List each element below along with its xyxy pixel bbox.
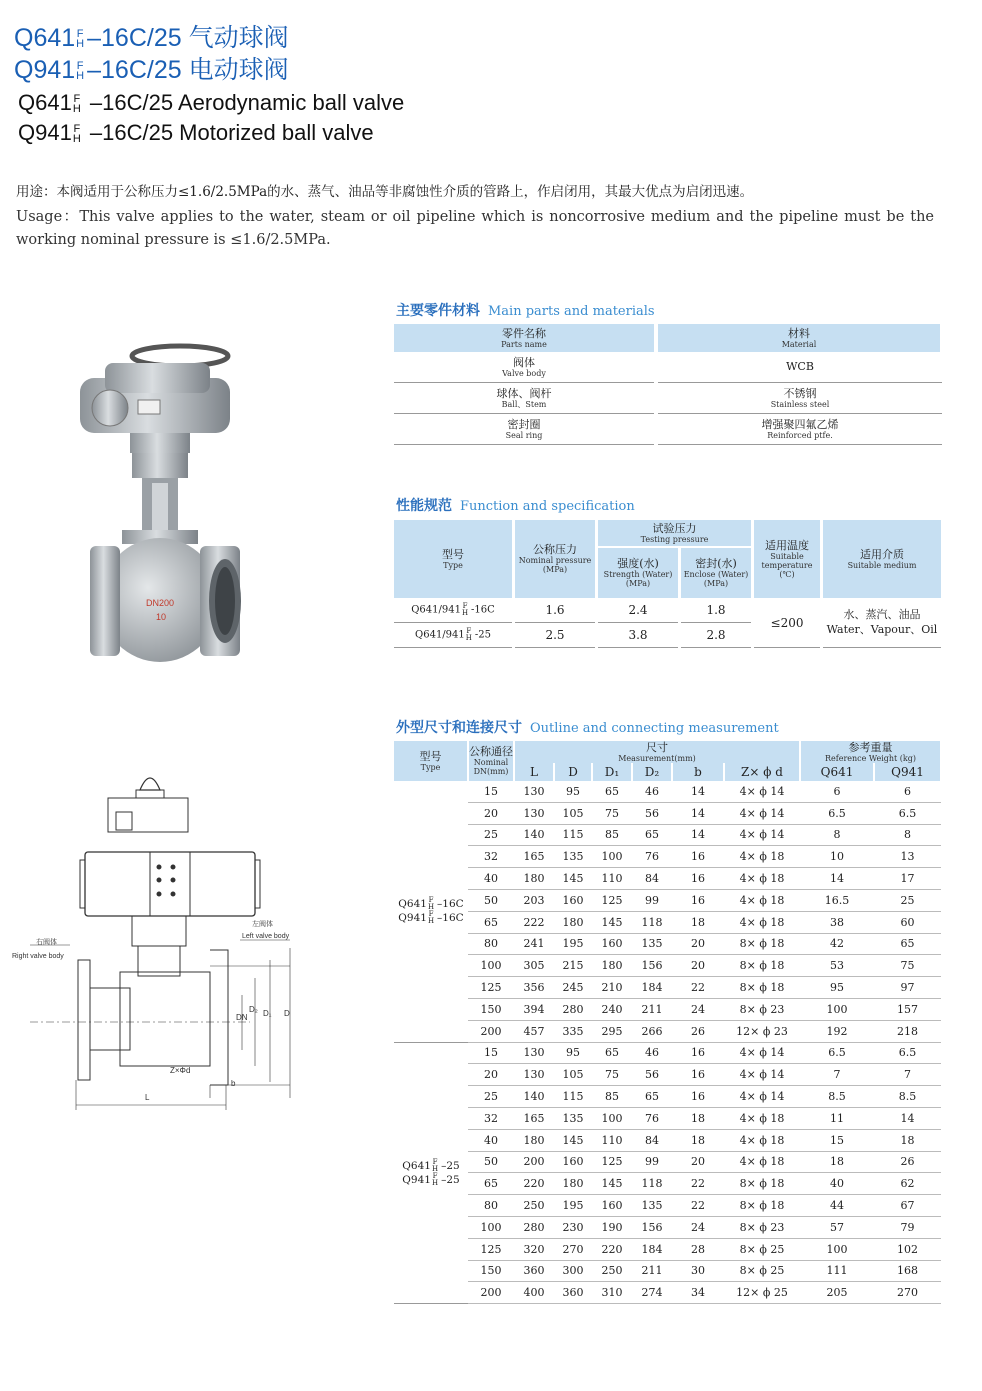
function-table: [394, 520, 944, 648]
title-en-pneumatic: Q641 F H –16C/25 Aerodynamic ball valve: [18, 90, 405, 116]
table-row: 100 280 230 190 156 24 8× ϕ 23 57 79: [394, 1216, 941, 1238]
plate-dn-text: DN200: [146, 598, 175, 608]
table-row: 20 130 105 75 56 16 4× ϕ 14 7 7: [394, 1064, 941, 1086]
func-header-temp: 适用温度 Suitable temperature (℃): [753, 520, 822, 598]
table-row: 32 165 135 100 76 16 4× ϕ 18 10 13: [394, 846, 941, 868]
outline-model-cell: Q641 F H –16C Q941 F H –16C: [394, 781, 468, 1042]
parts-row: 密封圈 Seal ring 增强聚四氟乙烯 Reinforced ptfe.: [394, 414, 942, 445]
parts-section-title: 主要零件材料 Main parts and materials: [396, 303, 655, 319]
table-row: 125 356 245 210 184 22 8× ϕ 18 95 97: [394, 977, 941, 999]
title-cn-pneumatic: Q641 F H –16C/25 气动球阀: [14, 24, 289, 52]
dim-l: L: [145, 1093, 150, 1102]
usage-cn: 用途：本阀适用于公称压力≤1.6/2.5MPa的水、蒸气、油品等非腐蚀性介质的管路上，作启闭用，其最大优点为启闭迅速。: [16, 184, 754, 200]
left-body-en: Left valve body: [242, 933, 290, 940]
plate-pn-text: 10: [156, 612, 167, 622]
title-en-electric: Q941 F H –16C/25 Motorized ball valve: [18, 120, 374, 146]
table-row: 200 400 360 310 274 34 12× ϕ 25 205 270: [394, 1282, 941, 1304]
func-header-type: 型号 Type: [394, 520, 514, 598]
parts-row: 球体、阀杆 Ball、Stem 不锈钢 Stainless steel: [394, 383, 942, 414]
outline-header-measurement: 尺寸 Measurement(mm): [514, 741, 800, 763]
table-row: 80 241 195 160 135 20 8× ϕ 18 42 65: [394, 933, 941, 955]
table-row: 80 250 195 160 135 22 8× ϕ 18 44 67: [394, 1195, 941, 1217]
parts-header-row: [394, 324, 942, 352]
parts-header-material: 材料 Material: [656, 324, 942, 352]
table-row: 150 360 300 250 211 30 8× ϕ 25 111 168: [394, 1260, 941, 1282]
func-header-np: 公称压力 Nominal pressure (MPa): [514, 520, 597, 598]
outline-table-body: [394, 781, 941, 1304]
table-row: 40 180 145 110 84 18 4× ϕ 18 15 18: [394, 1129, 941, 1151]
outline-section-title: 外型尺寸和连接尺寸 Outline and connecting measurement: [396, 720, 779, 736]
func-header-medium: 适用介质 Suitable medium: [822, 520, 943, 598]
usage-en: Usage：This valve applies to the water, steam or oil pipeline which is noncorrosive medium and the pipeline must be the working nominal pressure is ≤1.6/2.5MPa.: [16, 209, 934, 248]
table-row: 125 320 270 220 184 28 8× ϕ 25 100 102: [394, 1238, 941, 1260]
outline-header-type: 型号 Type: [394, 741, 468, 781]
dim-d1: D₁: [263, 1009, 272, 1018]
pneumatic-valve-drawing: [10, 760, 310, 1120]
parts-row: 阀体 Valve body WCB: [394, 352, 942, 383]
dim-d: D: [284, 1009, 290, 1018]
table-row: 50 200 160 125 99 20 4× ϕ 18 18 26: [394, 1151, 941, 1173]
table-row: 25 140 115 85 65 14 4× ϕ 14 8 8: [394, 824, 941, 846]
left-body-cn: 左阀体: [252, 921, 273, 928]
table-row: 20 130 105 75 56 14 4× ϕ 14 6.5 6.5: [394, 802, 941, 824]
table-row: Q641 F H –16C Q941 F H –16C 15 130 95 65 46 14 4× ϕ 14 6 6: [394, 781, 941, 802]
table-row: 65 220 180 145 118 22 8× ϕ 18 40 62: [394, 1173, 941, 1195]
func-header-enclose: 密封(水) Enclose (Water) (MPa): [680, 547, 753, 598]
outline-header-weight: 参考重量 Reference Weight (kg): [800, 741, 941, 763]
parts-table: [394, 324, 944, 445]
table-row: 65 222 180 145 118 18 4× ϕ 18 38 60: [394, 911, 941, 933]
func-medium: 水、蒸汽、油品 Water、Vapour、Oil: [822, 598, 943, 648]
func-row: Q641/941 F H -25 2.5 3.8 2.8: [394, 623, 943, 648]
table-row: 32 165 135 100 76 18 4× ϕ 18 11 14: [394, 1107, 941, 1129]
motorized-valve-photo: [60, 338, 270, 678]
table-row: 50 203 160 125 99 16 4× ϕ 18 16.5 25: [394, 889, 941, 911]
table-row: 25 140 115 85 65 16 4× ϕ 14 8.5 8.5: [394, 1086, 941, 1108]
dim-dn: DN: [236, 1013, 248, 1022]
right-body-en: Right valve body: [12, 953, 64, 960]
parts-header-name: 零件名称 Parts name: [394, 324, 656, 352]
func-header-tp: 试验压力 Testing pressure: [597, 520, 753, 547]
func-row: Q641/941 F H -16C 1.6 2.4 1.8 ≤200 水、蒸汽、油品 Water、Vapour、Oil: [394, 598, 943, 623]
table-row: 150 394 280 240 211 24 8× ϕ 23 100 157: [394, 998, 941, 1020]
function-section-title: 性能规范 Function and specification: [396, 498, 635, 514]
func-temp: ≤200: [753, 598, 822, 648]
outline-table: 型号 Type 公称通径 Nominal DN(mm) 尺寸 Measurement(mm) 参考重量 Reference Weight (kg) L D D₁ D₂ b Z× ϕ d Q641 Q941 Q641 F H –16C Q941 F H –16C 15 130 95 65 46 14 4× ϕ 14 6 6 20 130 105 75 56 14 4× ϕ 14 6.5 6.5 25 140 115 85 65 14 4× ϕ 14 8 8 32 165 135 100 76 16 4× ϕ 18 10 13 40 180 145 110 84 16 4× ϕ 18 14 17 50 203 160 125 99 16 4× ϕ 18 16.5 25 65 222 180 145 118 18 4× ϕ 18 38 60 80 241 195 160 135 20 8× ϕ 18 42 65 100 305 215 180 156 20 8× ϕ 18 53 75 125 356 245 210 184 22 8× ϕ 18 95 97 150 394 280 240 211 24 8× ϕ 23 100 157 200 457 335 295 266 26 12× ϕ 23 192 218 Q641 F H –25 Q941 F H –25 15 130 95 65 46 16 4× ϕ 14 6.5 6.5 20 130 105 75 56 16 4× ϕ 14 7 7 25 140 115 85 65 16 4× ϕ 14 8.5 8.5 32 165 135 100 76 18 4× ϕ 18 11 14 40 180 145 110 84 18 4× ϕ 18 15 18 50 200 160 125 99 20 4× ϕ 18 18 26 65 220 180 145 118 22 8× ϕ 18 40 62 80 250 195 160 135 22 8× ϕ 18 44 67 100 280 230 190 156 24 8× ϕ 23 57 79 125 320 270 220 184 28 8× ϕ 25 100 102 150 360 300 250 211 30 8× ϕ 25 111 168 200 400 360 310 274 34 12× ϕ 25 205 270: [394, 741, 942, 1304]
outline-model-cell: Q641 F H –25 Q941 F H –25: [394, 1042, 468, 1304]
table-row: Q641 F H –25 Q941 F H –25 15 130 95 65 46 16 4× ϕ 14 6.5 6.5: [394, 1042, 941, 1064]
table-row: 100 305 215 180 156 20 8× ϕ 18 53 75: [394, 955, 941, 977]
table-row: 200 457 335 295 266 26 12× ϕ 23 192 218: [394, 1020, 941, 1042]
dim-b: b: [231, 1079, 236, 1088]
dim-d2: D₂: [249, 1005, 258, 1014]
table-row: 40 180 145 110 84 16 4× ϕ 18 14 17: [394, 868, 941, 890]
func-header-strength: 强度(水) Strength (Water) (MPa): [597, 547, 680, 598]
title-cn-electric: Q941 F H –16C/25 电动球阀: [14, 56, 289, 84]
dim-z: Z×Φd: [170, 1066, 191, 1075]
outline-header-dn: 公称通径 Nominal DN(mm): [468, 741, 514, 781]
right-body-cn: 右阀体: [36, 939, 57, 946]
